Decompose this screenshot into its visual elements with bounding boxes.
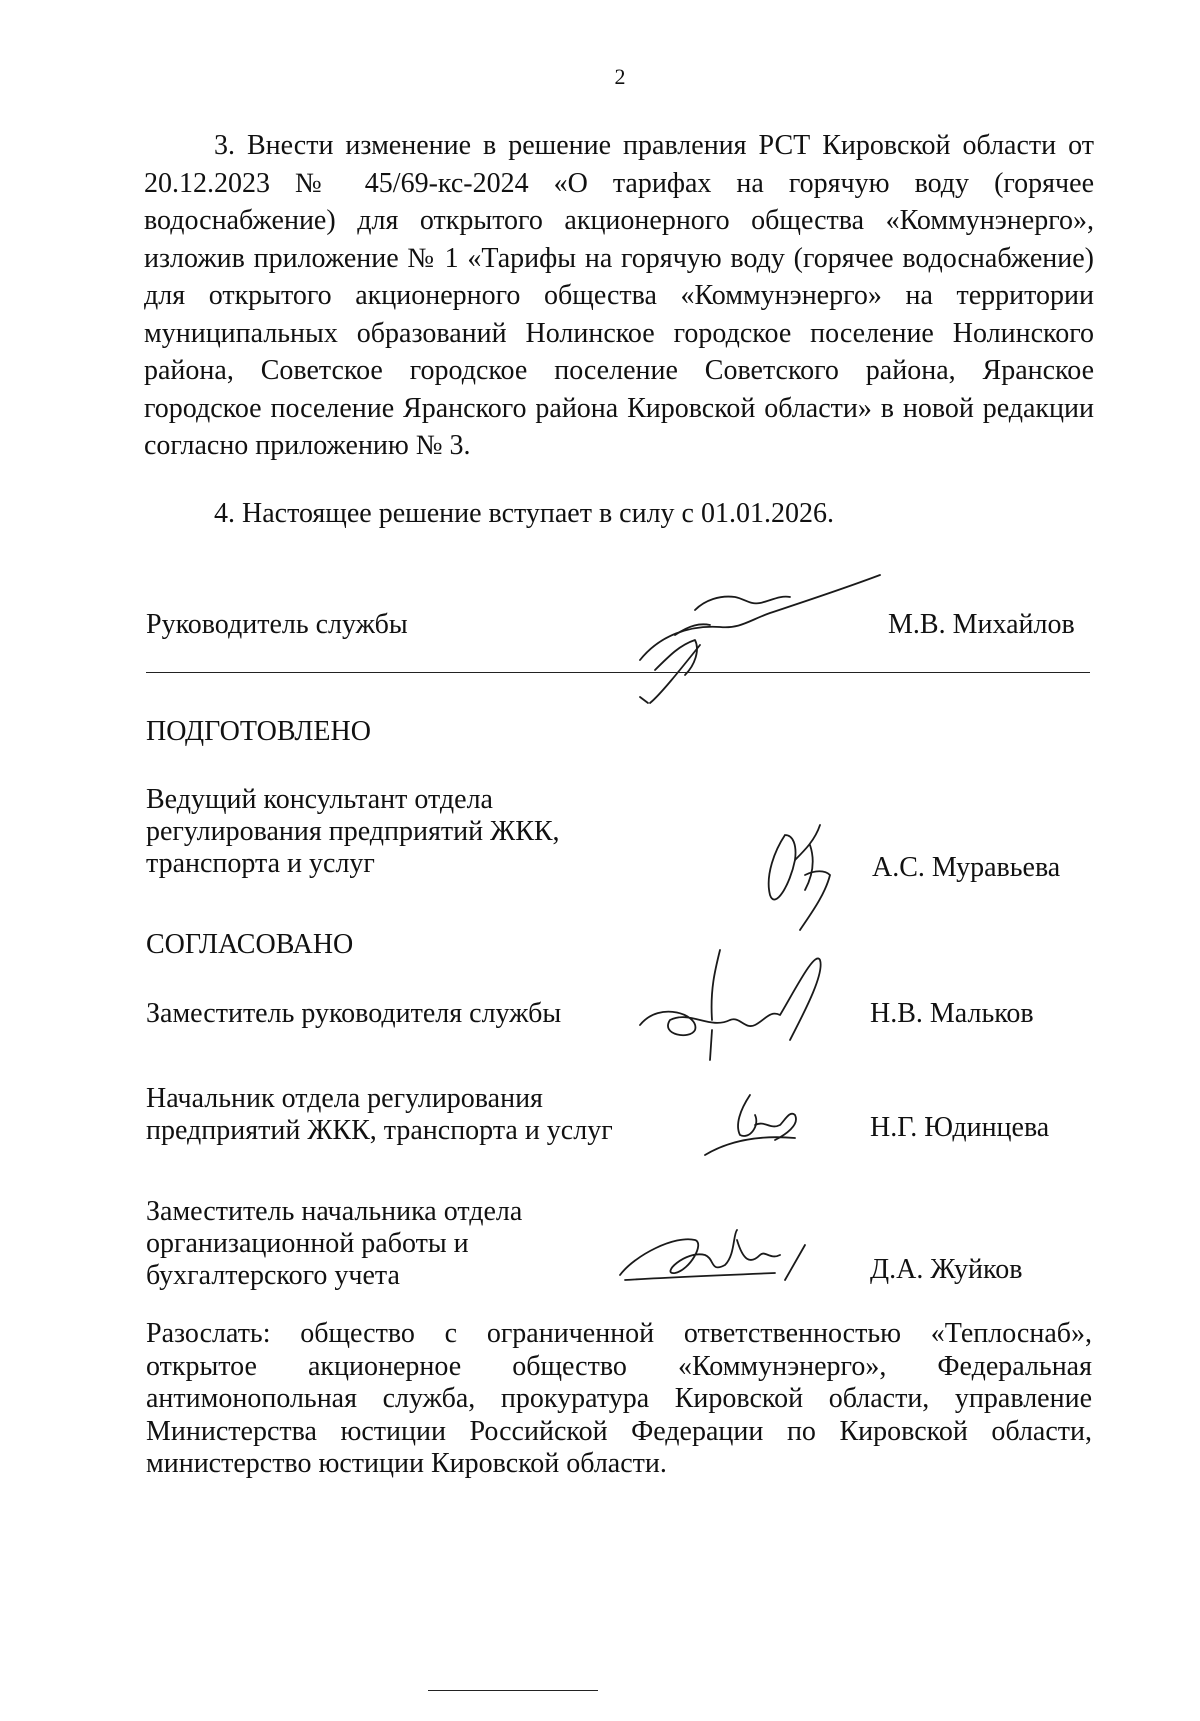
page-number: 2 xyxy=(614,64,626,89)
agreed-signature-image-1 xyxy=(640,940,840,1080)
prepared-name: А.С. Муравьева xyxy=(872,852,1061,883)
head-position-label: Руководитель службы xyxy=(146,609,408,640)
head-signature-image xyxy=(600,565,900,705)
signature-divider xyxy=(146,672,1090,673)
agreed-signature-image-3 xyxy=(615,1215,835,1295)
agreed-position-1: Заместитель руководителя службы xyxy=(146,998,562,1029)
agreed-position-3: Заместитель начальника отдела организационной работы и бухгалтерского учета xyxy=(146,1196,523,1291)
agreed-name-1: Н.В. Мальков xyxy=(870,998,1034,1029)
prepared-position: Ведущий консультант отдела регулирования предприятий ЖКК, транспорта и услуг xyxy=(146,784,560,879)
agreed-position-2: Начальник отдела регулирования предприятий ЖКК, транспорта и услуг xyxy=(146,1083,613,1146)
agreed-name-2: Н.Г. Юдинцева xyxy=(870,1112,1050,1143)
bottom-divider xyxy=(428,1690,598,1691)
paragraph-3: 3. Внести изменение в решение правления РСТ Кировской области от 20.12.2023 № 45/69-кс-2024 «О тарифах на горячую воду (горячее водоснабжение) для открытого акционерного общества «Коммунэнерго», изложив приложение № 1 «Тарифы на горячую воду (горячее водоснабжение) для открытого акционерного общества «Коммунэнерго» на территории муниципальных образований Нолинское городское поселение Нолинского района, Советское городское поселение Советского района, Яранское городское поселение Яранского района Кировской области» в новой редакции согласно приложению № 3. xyxy=(144,130,1094,461)
head-name: М.В. Михайлов xyxy=(888,609,1075,640)
prepared-signature-image xyxy=(755,815,845,935)
distribution-list: Разослать: общество с ограниченной ответственностью «Теплоснаб», открытое акционерное общество «Коммунэнерго», Федеральная антимонопольная служба, прокуратура Кировской области, управление Министерства юстиции Российской Федерации по Кировской области, министерство юстиции Кировской области. xyxy=(146,1318,1092,1479)
agreed-heading: СОГЛАСОВАНО xyxy=(146,929,354,960)
agreed-signature-image-2 xyxy=(700,1080,820,1160)
paragraph-4: 4. Настоящее решение вступает в силу с 01.01.2026. xyxy=(214,498,834,529)
agreed-name-3: Д.А. Жуйков xyxy=(870,1254,1023,1285)
prepared-heading: ПОДГОТОВЛЕНО xyxy=(146,716,371,747)
